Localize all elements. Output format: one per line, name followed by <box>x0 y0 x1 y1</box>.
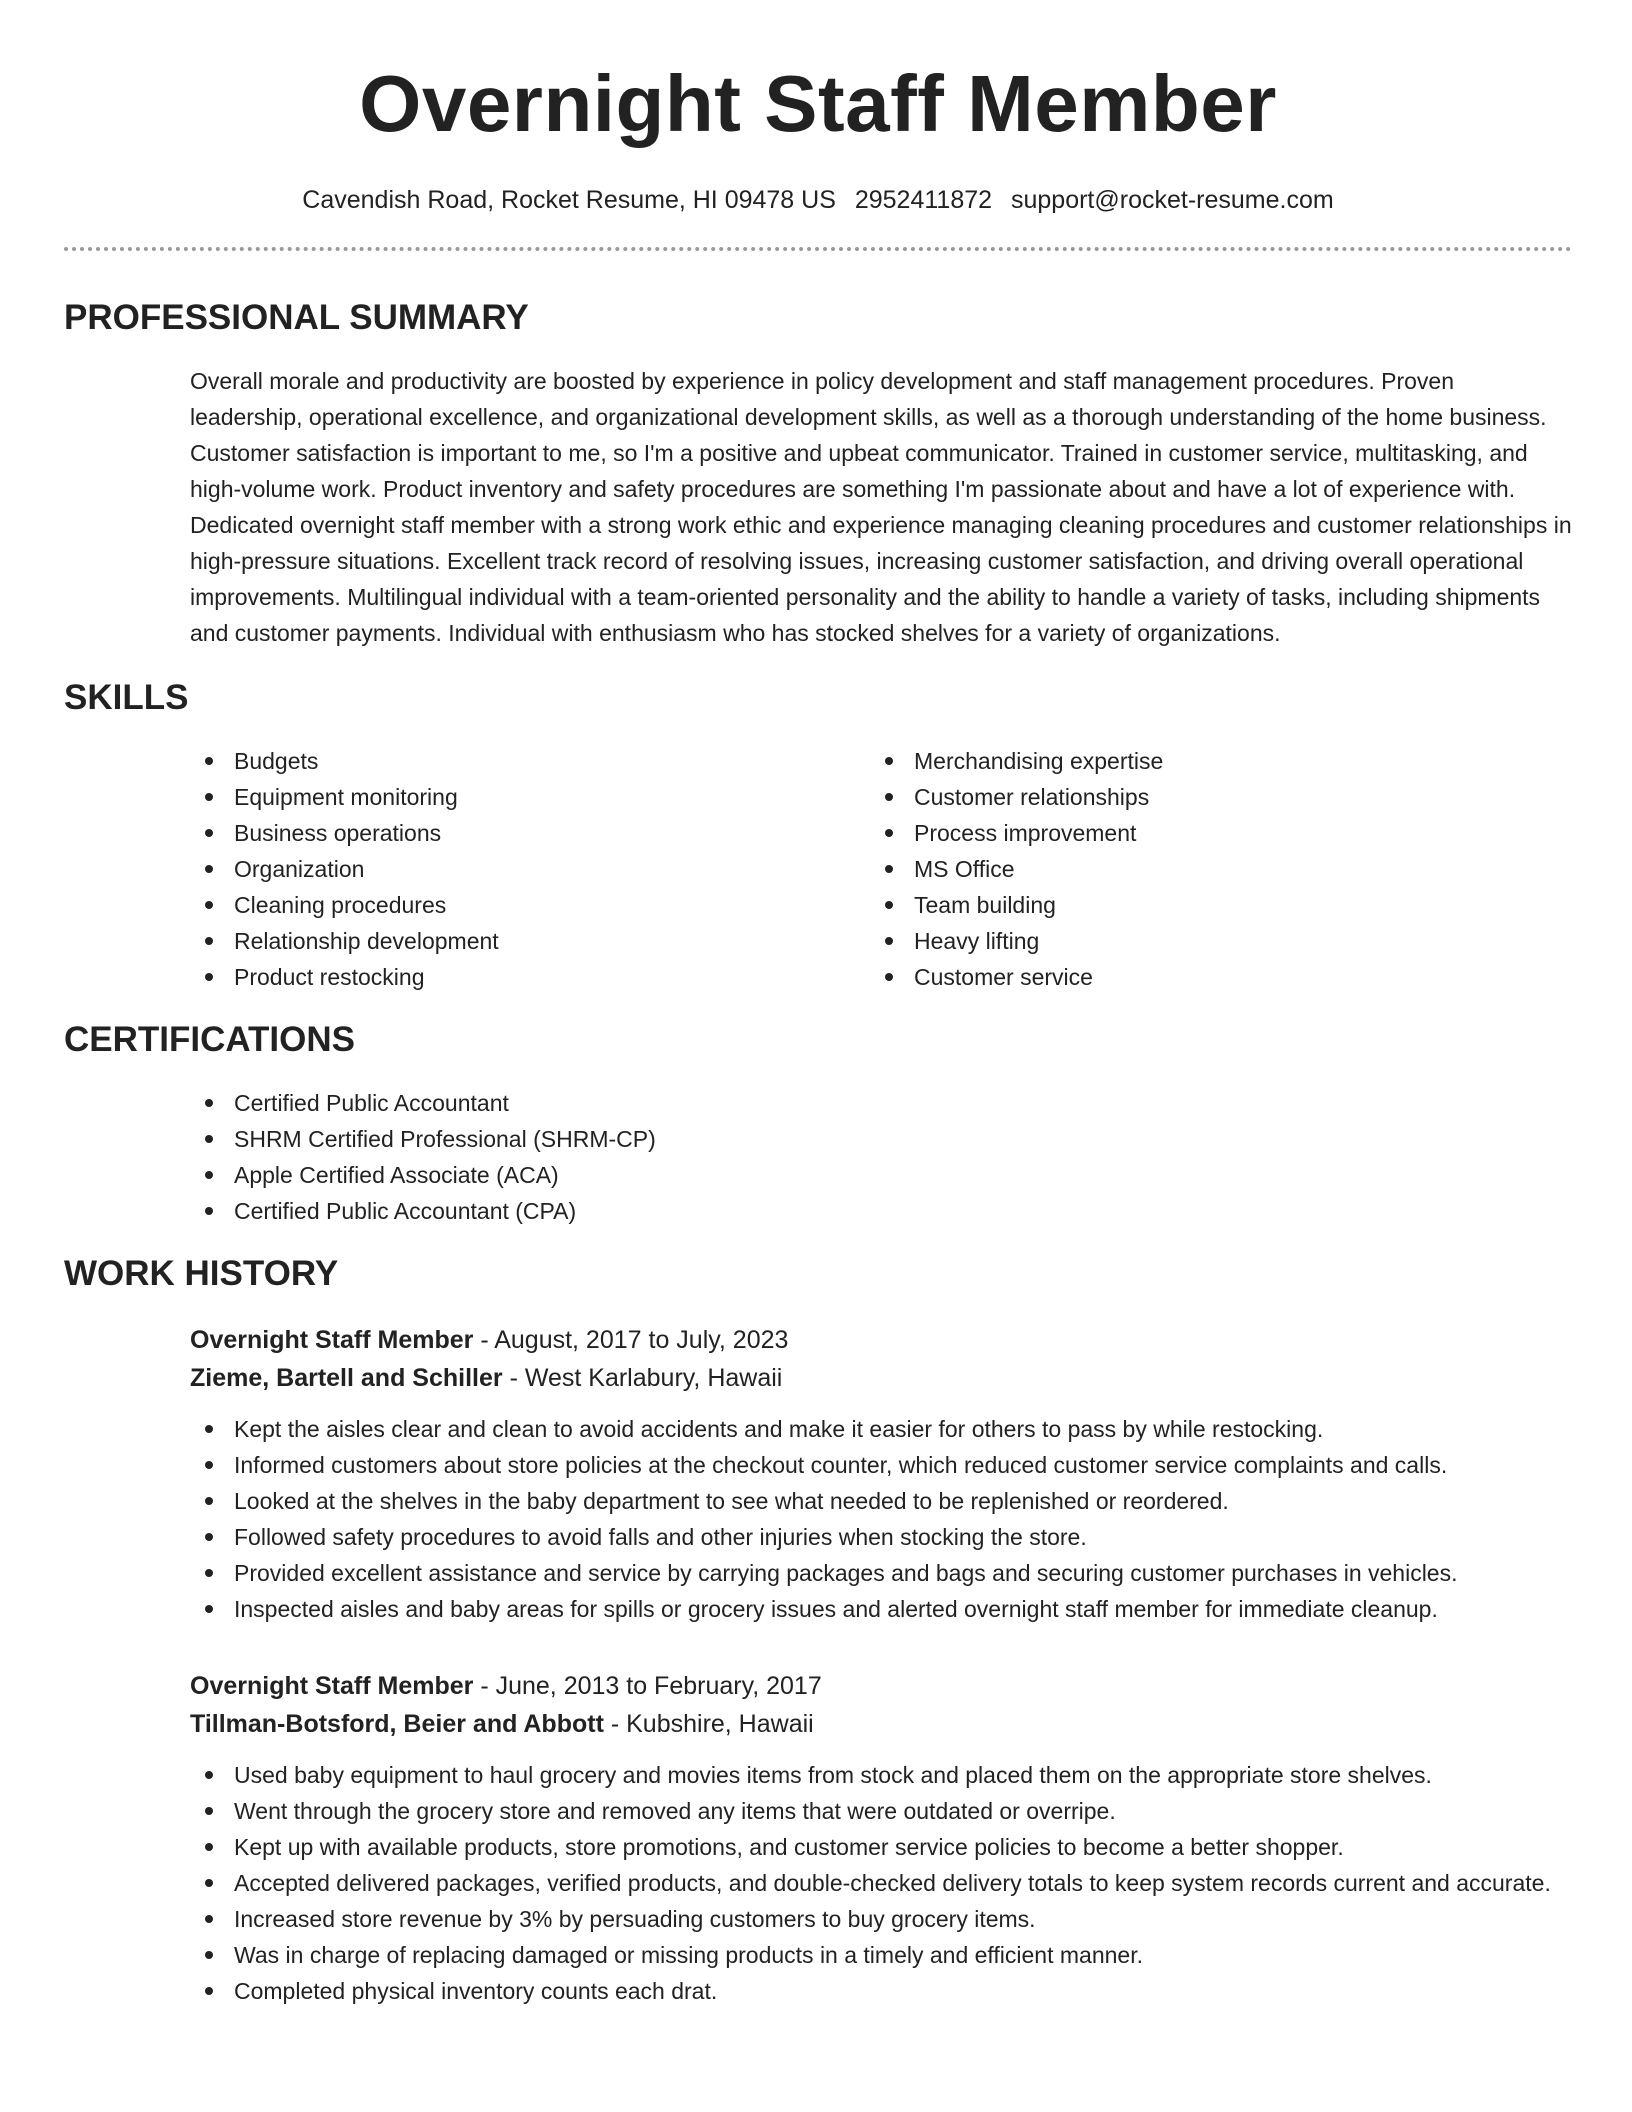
skill-item: Budgets <box>190 743 870 779</box>
job-duty-item: Used baby equipment to haul grocery and movies items from stock and placed them on the appropriate store shelves. <box>190 1757 1572 1793</box>
certifications-heading: CERTIFICATIONS <box>64 1020 356 1059</box>
job-title-line <box>190 1321 1572 1359</box>
work-history-heading: WORK HISTORY <box>64 1254 339 1293</box>
job-duty-item: Informed customers about store policies at the checkout counter, which reduced customer service complaints and calls. <box>190 1447 1572 1483</box>
contact-line <box>64 186 1572 215</box>
skill-item: Cleaning procedures <box>190 887 870 923</box>
job-duty-item: Followed safety procedures to avoid falls and other injuries when stocking the store. <box>190 1519 1572 1555</box>
skill-item: Product restocking <box>190 959 870 995</box>
job-title: Overnight Staff Member <box>190 1326 474 1354</box>
summary-text: Overall morale and productivity are boosted by experience in policy development and staff management procedures. Proven leadership, operational excellence, and organizational development skills, as well as a thorough understanding of the home business. Customer satisfaction is important to me, so I'm a positive and upbeat communicator. Trained in customer service, multitasking, and high-volume work. Product inventory and safety procedures are something I'm passionate about and have a lot of experience with. Dedicated overnight staff member with a strong work ethic and experience managing cleaning procedures and customer relationships in high-pressure situations. Excellent track record of resolving issues, increasing customer satisfaction, and driving overall operational improvements. Multilingual individual with a team-oriented personality and the ability to handle a variety of tasks, including shipments and customer payments. Individual with enthusiasm who has stocked shelves for a variety of organizations. <box>190 368 1572 646</box>
skills-grid <box>190 743 1572 995</box>
job-company: Tillman-Botsford, Beier and Abbott <box>190 1710 604 1738</box>
certification-item: Certified Public Accountant (CPA) <box>190 1193 1572 1229</box>
job-location: - West Karlabury, Hawaii <box>502 1364 783 1392</box>
skill-item: Customer relationships <box>870 779 1550 815</box>
job-title-line <box>190 1667 1572 1705</box>
job-entry <box>190 1667 1572 2009</box>
certification-item: Apple Certified Associate (ACA) <box>190 1157 1572 1193</box>
skill-item: Team building <box>870 887 1550 923</box>
skill-item: Business operations <box>190 815 870 851</box>
job-duties-list <box>190 1411 1572 1627</box>
skills-column-right <box>870 743 1550 995</box>
job-duty-item: Kept up with available products, store promotions, and customer service policies to become a better shopper. <box>190 1829 1572 1865</box>
certifications-list <box>190 1085 1572 1229</box>
contact-phone: 2952411872 <box>854 186 993 214</box>
job-company: Zieme, Bartell and Schiller <box>190 1364 503 1392</box>
job-dates: - August, 2017 to July, 2023 <box>473 1326 789 1354</box>
job-duty-item: Kept the aisles clear and clean to avoid accidents and make it easier for others to pass by while restocking. <box>190 1411 1572 1447</box>
certification-item: Certified Public Accountant <box>190 1085 1572 1121</box>
skill-item: Organization <box>190 851 870 887</box>
job-duty-item: Increased store revenue by 3% by persuading customers to buy grocery items. <box>190 1901 1572 1937</box>
job-duty-item: Provided excellent assistance and service by carrying packages and bags and securing customer purchases in vehicles. <box>190 1555 1572 1591</box>
job-duty-item: Inspected aisles and baby areas for spills or grocery issues and alerted overnight staff member for immediate cleanup. <box>190 1591 1572 1627</box>
skill-item: Equipment monitoring <box>190 779 870 815</box>
resume-page <box>64 0 1572 2009</box>
skills-column-left <box>190 743 870 995</box>
skill-item: Process improvement <box>870 815 1550 851</box>
skill-item: MS Office <box>870 851 1550 887</box>
contact-address: Cavendish Road, Rocket Resume, HI 09478 US <box>302 186 836 214</box>
job-duty-item: Completed physical inventory counts each drat. <box>190 1973 1572 2009</box>
job-duties-list <box>190 1757 1572 2009</box>
contact-email: support@rocket-resume.com <box>1010 186 1334 214</box>
job-duty-item: Was in charge of replacing damaged or missing products in a timely and efficient manner. <box>190 1937 1572 1973</box>
job-duty-item: Looked at the shelves in the baby department to see what needed to be replenished or reordered. <box>190 1483 1572 1519</box>
summary-heading: PROFESSIONAL SUMMARY <box>64 298 529 337</box>
job-location: - Kubshire, Hawaii <box>603 1710 814 1738</box>
skills-heading: SKILLS <box>64 678 189 717</box>
skill-item: Merchandising expertise <box>870 743 1550 779</box>
job-duty-item: Went through the grocery store and removed any items that were outdated or overripe. <box>190 1793 1572 1829</box>
job-company-line <box>190 1359 1572 1397</box>
skill-item: Relationship development <box>190 923 870 959</box>
job-entry <box>190 1321 1572 1627</box>
job-title: Overnight Staff Member <box>190 1672 474 1700</box>
skill-item: Customer service <box>870 959 1550 995</box>
job-company-line <box>190 1705 1572 1743</box>
skill-item: Heavy lifting <box>870 923 1550 959</box>
job-duty-item: Accepted delivered packages, verified products, and double-checked delivery totals to keep system records current and accurate. <box>190 1865 1572 1901</box>
header-divider <box>64 247 1572 251</box>
job-dates: - June, 2013 to February, 2017 <box>473 1672 822 1700</box>
resume-name: Overnight Staff Member <box>359 59 1277 148</box>
certification-item: SHRM Certified Professional (SHRM-CP) <box>190 1121 1572 1157</box>
